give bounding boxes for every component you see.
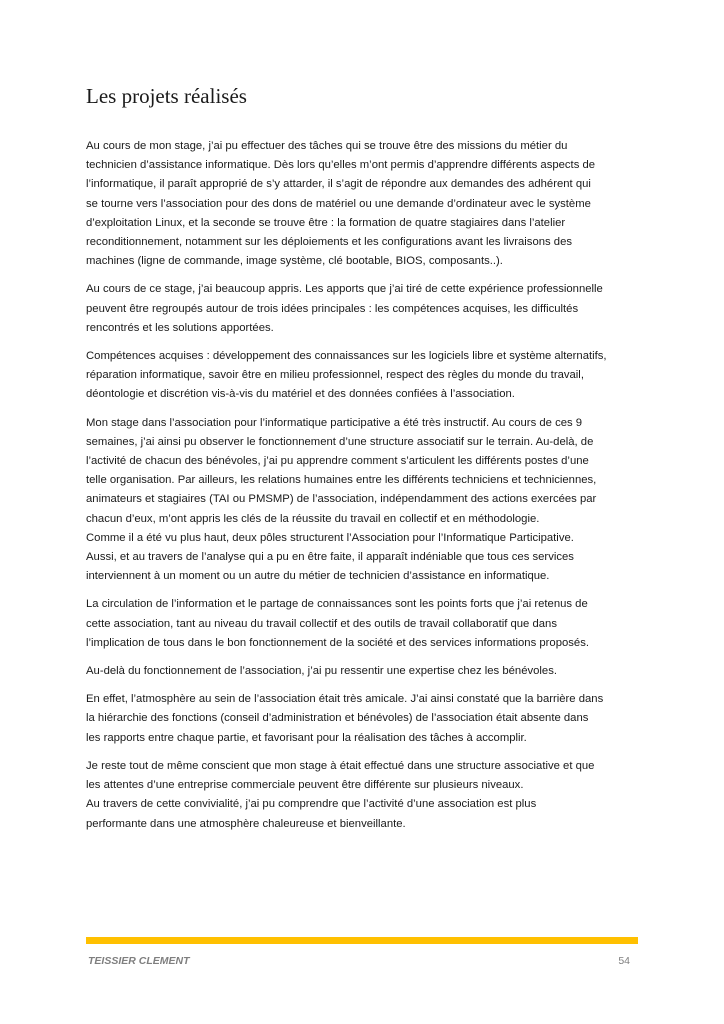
text-line: se tourne vers l’association pour des dons de matériel ou une demande d’ordinateur avec le système: [86, 197, 591, 210]
text-line: rencontrés et les solutions apportées.: [86, 321, 274, 334]
page-number: 54: [618, 955, 630, 967]
text-line: animateurs et stagiaires (TAI ou PMSMP) de l’association, indépendamment des actions exercées par: [86, 493, 597, 506]
paragraph: [86, 347, 648, 405]
text-line: Au cours de mon stage, j’ai pu effectuer des tâches qui se trouve être des missions du métier du: [86, 140, 568, 152]
text-line: Je reste tout de même conscient que mon stage à était effectué dans une structure associative et que: [86, 759, 595, 772]
text-line: technicien d’assistance informatique. Dès lors qu’elles m’ont permis d’apprendre différents aspects de: [86, 159, 596, 172]
text-line: Comme il a été vu plus haut, deux pôles structurent l’Association pour l’Informatique Participative.: [86, 531, 574, 544]
text-line: machines (ligne de commande, image système, clé bootable, BIOS, composants..).: [86, 255, 503, 268]
footer-accent-bar: [86, 937, 638, 944]
body-text: [86, 137, 648, 843]
text-line: La circulation de l’information et le partage de connaissances sont les points forts que j’ai retenus de: [86, 598, 588, 611]
text-line: En effet, l’atmosphère au sein de l’association était très amicale. J’ai ainsi constaté que la barrière dans: [86, 693, 604, 706]
paragraph: [86, 137, 648, 271]
text-line: Au travers de cette convivialité, j’ai pu comprendre que l’activité d’une association est plus: [86, 798, 537, 811]
text-line: Mon stage dans l’association pour l’informatique participative a été très instructif. Au cours de ces 9: [86, 416, 583, 429]
footer-author: TEISSIER CLEMENT: [88, 955, 190, 967]
text-line: la hiérarchie des fonctions (conseil d’administration et bénévoles) de l’association était absente dans: [86, 712, 589, 725]
page-title: Les projets réalisés: [86, 84, 247, 108]
text-line: telle organisation. Par ailleurs, les relations humaines entre les différents techniciens et techniciennes,: [86, 474, 597, 487]
text-line: Au cours de ce stage, j’ai beaucoup appris. Les apports que j’ai tiré de cette expérience professionnelle: [86, 283, 603, 296]
text-line: interviennent à un moment ou un autre du métier de technicien d’assistance en informatique.: [86, 570, 550, 583]
text-line: Aussi, et au travers de l’analyse qui a pu en être faite, il apparaît indéniable que tous ces services: [86, 551, 574, 564]
text-line: déontologie et discrétion vis-à-vis du matériel et des données confiées à l’association.: [86, 388, 515, 401]
text-line: Au-delà du fonctionnement de l’association, j’ai pu ressentir une expertise chez les bénévoles.: [86, 665, 557, 678]
paragraph: [86, 690, 648, 748]
text-line: semaines, j’ai ainsi pu observer le fonctionnement d’une structure associatif sur le terrain. Au-delà, de: [86, 435, 594, 448]
text-line: cette association, tant au niveau du travail collectif et des outils de travail collaboratif que dans: [86, 617, 557, 630]
paragraph: [86, 595, 648, 653]
text-line: les attentes d’une entreprise commerciale peuvent être différente sur plusieurs niveaux.: [86, 779, 524, 792]
text-line: l’informatique, il paraît approprié de s’y attarder, il s’agit de répondre aux demandes des adhérent qui: [86, 178, 591, 191]
text-line: reconditionnement, notamment sur les déploiements et les configurations avant les livraisons des: [86, 236, 573, 249]
text-line: Compétences acquises : développement des connaissances sur les logiciels libre et système alternatifs,: [86, 350, 607, 363]
text-line: peuvent être regroupés autour de trois idées principales : les compétences acquises, les difficultés: [86, 302, 579, 315]
paragraph: [86, 414, 648, 587]
paragraph: [86, 662, 648, 681]
text-line: d’exploitation Linux, et la seconde se trouve être : la formation de quatre stagiaires dans l’atelier: [86, 216, 566, 229]
text-line: chacun d’eux, m’ont appris les clés de la réussite du travail en collectif et en méthodologie.: [86, 512, 540, 525]
text-line: les rapports entre chaque partie, et favorisant pour la réalisation des tâches à accomplir.: [86, 731, 527, 744]
text-line: réparation informatique, savoir être en milieu professionnel, respect des règles du monde du travail,: [86, 369, 584, 382]
text-line: l’activité de chacun des bénévoles, j’ai pu apprendre comment s’articulent les différents postes d’une: [86, 455, 589, 468]
text-line: performante dans une atmosphère chaleureuse et bienveillante.: [86, 817, 406, 830]
text-line: l’implication de tous dans le bon fonctionnement de la société et des services informations proposés.: [86, 636, 589, 649]
paragraph: [86, 757, 648, 834]
paragraph: [86, 280, 648, 338]
